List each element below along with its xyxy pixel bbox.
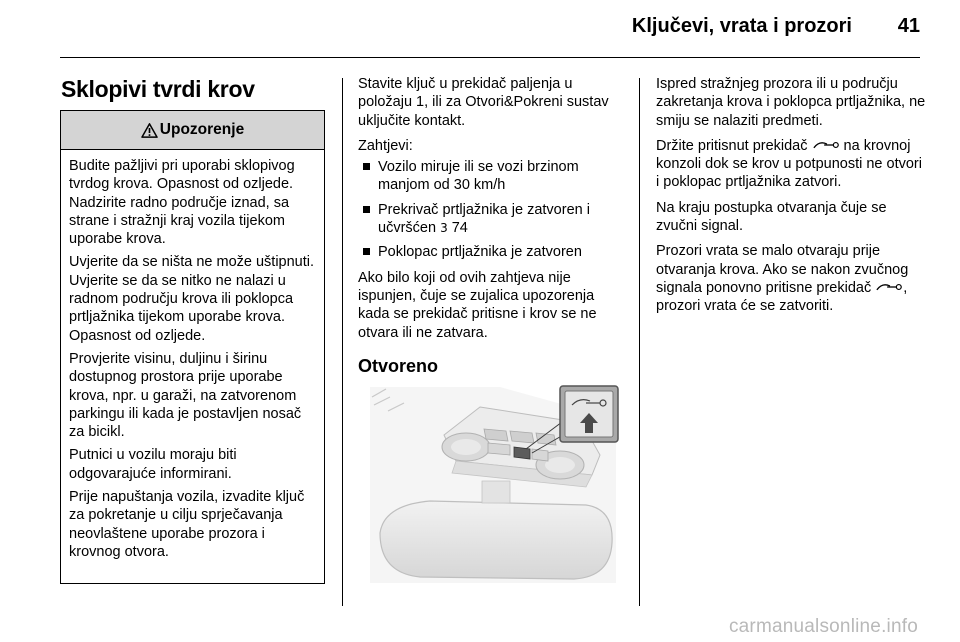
requirements-list [358, 158, 626, 261]
page-reference-link[interactable]: 74 [451, 220, 468, 237]
hold-switch-paragraph: Držite pritisnut prekidač na krovnoj konzoli dok se krov u potpunosti ne otvori i poklopac prtljažnika zatvori. [656, 137, 922, 191]
bullet-icon [363, 163, 370, 170]
list-item: Poklopac prtljažnika je zatvoren [358, 243, 626, 261]
page-number: 41 [897, 15, 920, 37]
warning-paragraph: Provjerite visinu, duljinu i širinu dostupnog prostora prije uporabe krova, npr. u garaži, na zatvorenom parkingu ili kada je postavljen nosač za bicikl. [69, 350, 302, 441]
running-header-title: Ključevi, vrata i prozori [631, 15, 852, 37]
bullet-icon [363, 248, 370, 255]
warning-label: Upozorenje [159, 121, 245, 138]
warning-box [60, 110, 325, 584]
column-2 [358, 75, 626, 377]
page-reference-symbol: 3 [440, 221, 448, 236]
list-item: Vozilo miruje ili se vozi brzinom manjom od 30 km/h [358, 158, 626, 195]
footer-watermark[interactable]: carmanualsonline.info [728, 616, 918, 637]
header-rule [60, 57, 920, 58]
intro-paragraph: Stavite ključ u prekidač paljenja u položaju 1, ili za Otvori&Pokreni sustav uključite kontakt. [358, 76, 609, 129]
requirements-label: Zahtjevi: [358, 137, 413, 154]
warning-header [61, 111, 324, 150]
warning-paragraph: Prije napuštanja vozila, izvadite ključ za pokretanje u cilju sprječavanja neovlaštene uporabe prozora i krovnog otvora. [69, 489, 305, 560]
roof-switch-icon [875, 281, 903, 293]
warning-paragraph: Uvjerite da se ništa ne može uštipnuti. Uvjerite se da se nitko ne nalazi u radnom području krova ili poklopca prtljažnika tijekom uporabe krova. Opasnost od ozljede. [69, 254, 315, 344]
windows-paragraph: Prozori vrata se malo otvaraju prije otvaranja krova. Ako se nakon zvučnog signala ponovno pritisne prekidač , prozori vrata će se zatvoriti. [656, 243, 909, 315]
warning-body [61, 150, 324, 561]
warning-paragraph: Putnici u vozilu moraju biti odgovarajuće informirani. [69, 447, 237, 482]
objects-paragraph: Ispred stražnjeg prozora ili u području zakretanja krova i poklopca prtljažnika, ne smiju se nalaziti predmeti. [656, 76, 926, 129]
column-divider [639, 78, 640, 606]
column-divider [342, 78, 343, 606]
signal-paragraph: Na kraju postupka otvaranja čuje se zvučni signal. [656, 199, 887, 235]
roof-console-illustration [360, 383, 622, 590]
bullet-icon [363, 206, 370, 213]
warning-buzzer-paragraph: Ako bilo koji od ovih zahtjeva nije ispunjen, čuje se zujalica upozorenja kada se prekidač pritisne i krov se ne otvara ili ne zatvara. [358, 269, 597, 341]
subheading-open: Otvoreno [358, 355, 439, 376]
warning-paragraph: Budite pažljivi pri uporabi sklopivog tvrdog krova. Opasnost od ozljede. Nadzirite radno područje iznad, sa strane i stražnji kraj vozila tijekom uporabe krova. [69, 158, 295, 248]
warning-triangle-icon [141, 123, 158, 138]
roof-switch-icon [812, 139, 840, 151]
list-item: Prekrivač prtljažnika je zatvoren i učvršćen 3 74 [358, 201, 626, 238]
column-3 [656, 75, 928, 323]
section-title: Sklopivi tvrdi krov [61, 76, 255, 102]
